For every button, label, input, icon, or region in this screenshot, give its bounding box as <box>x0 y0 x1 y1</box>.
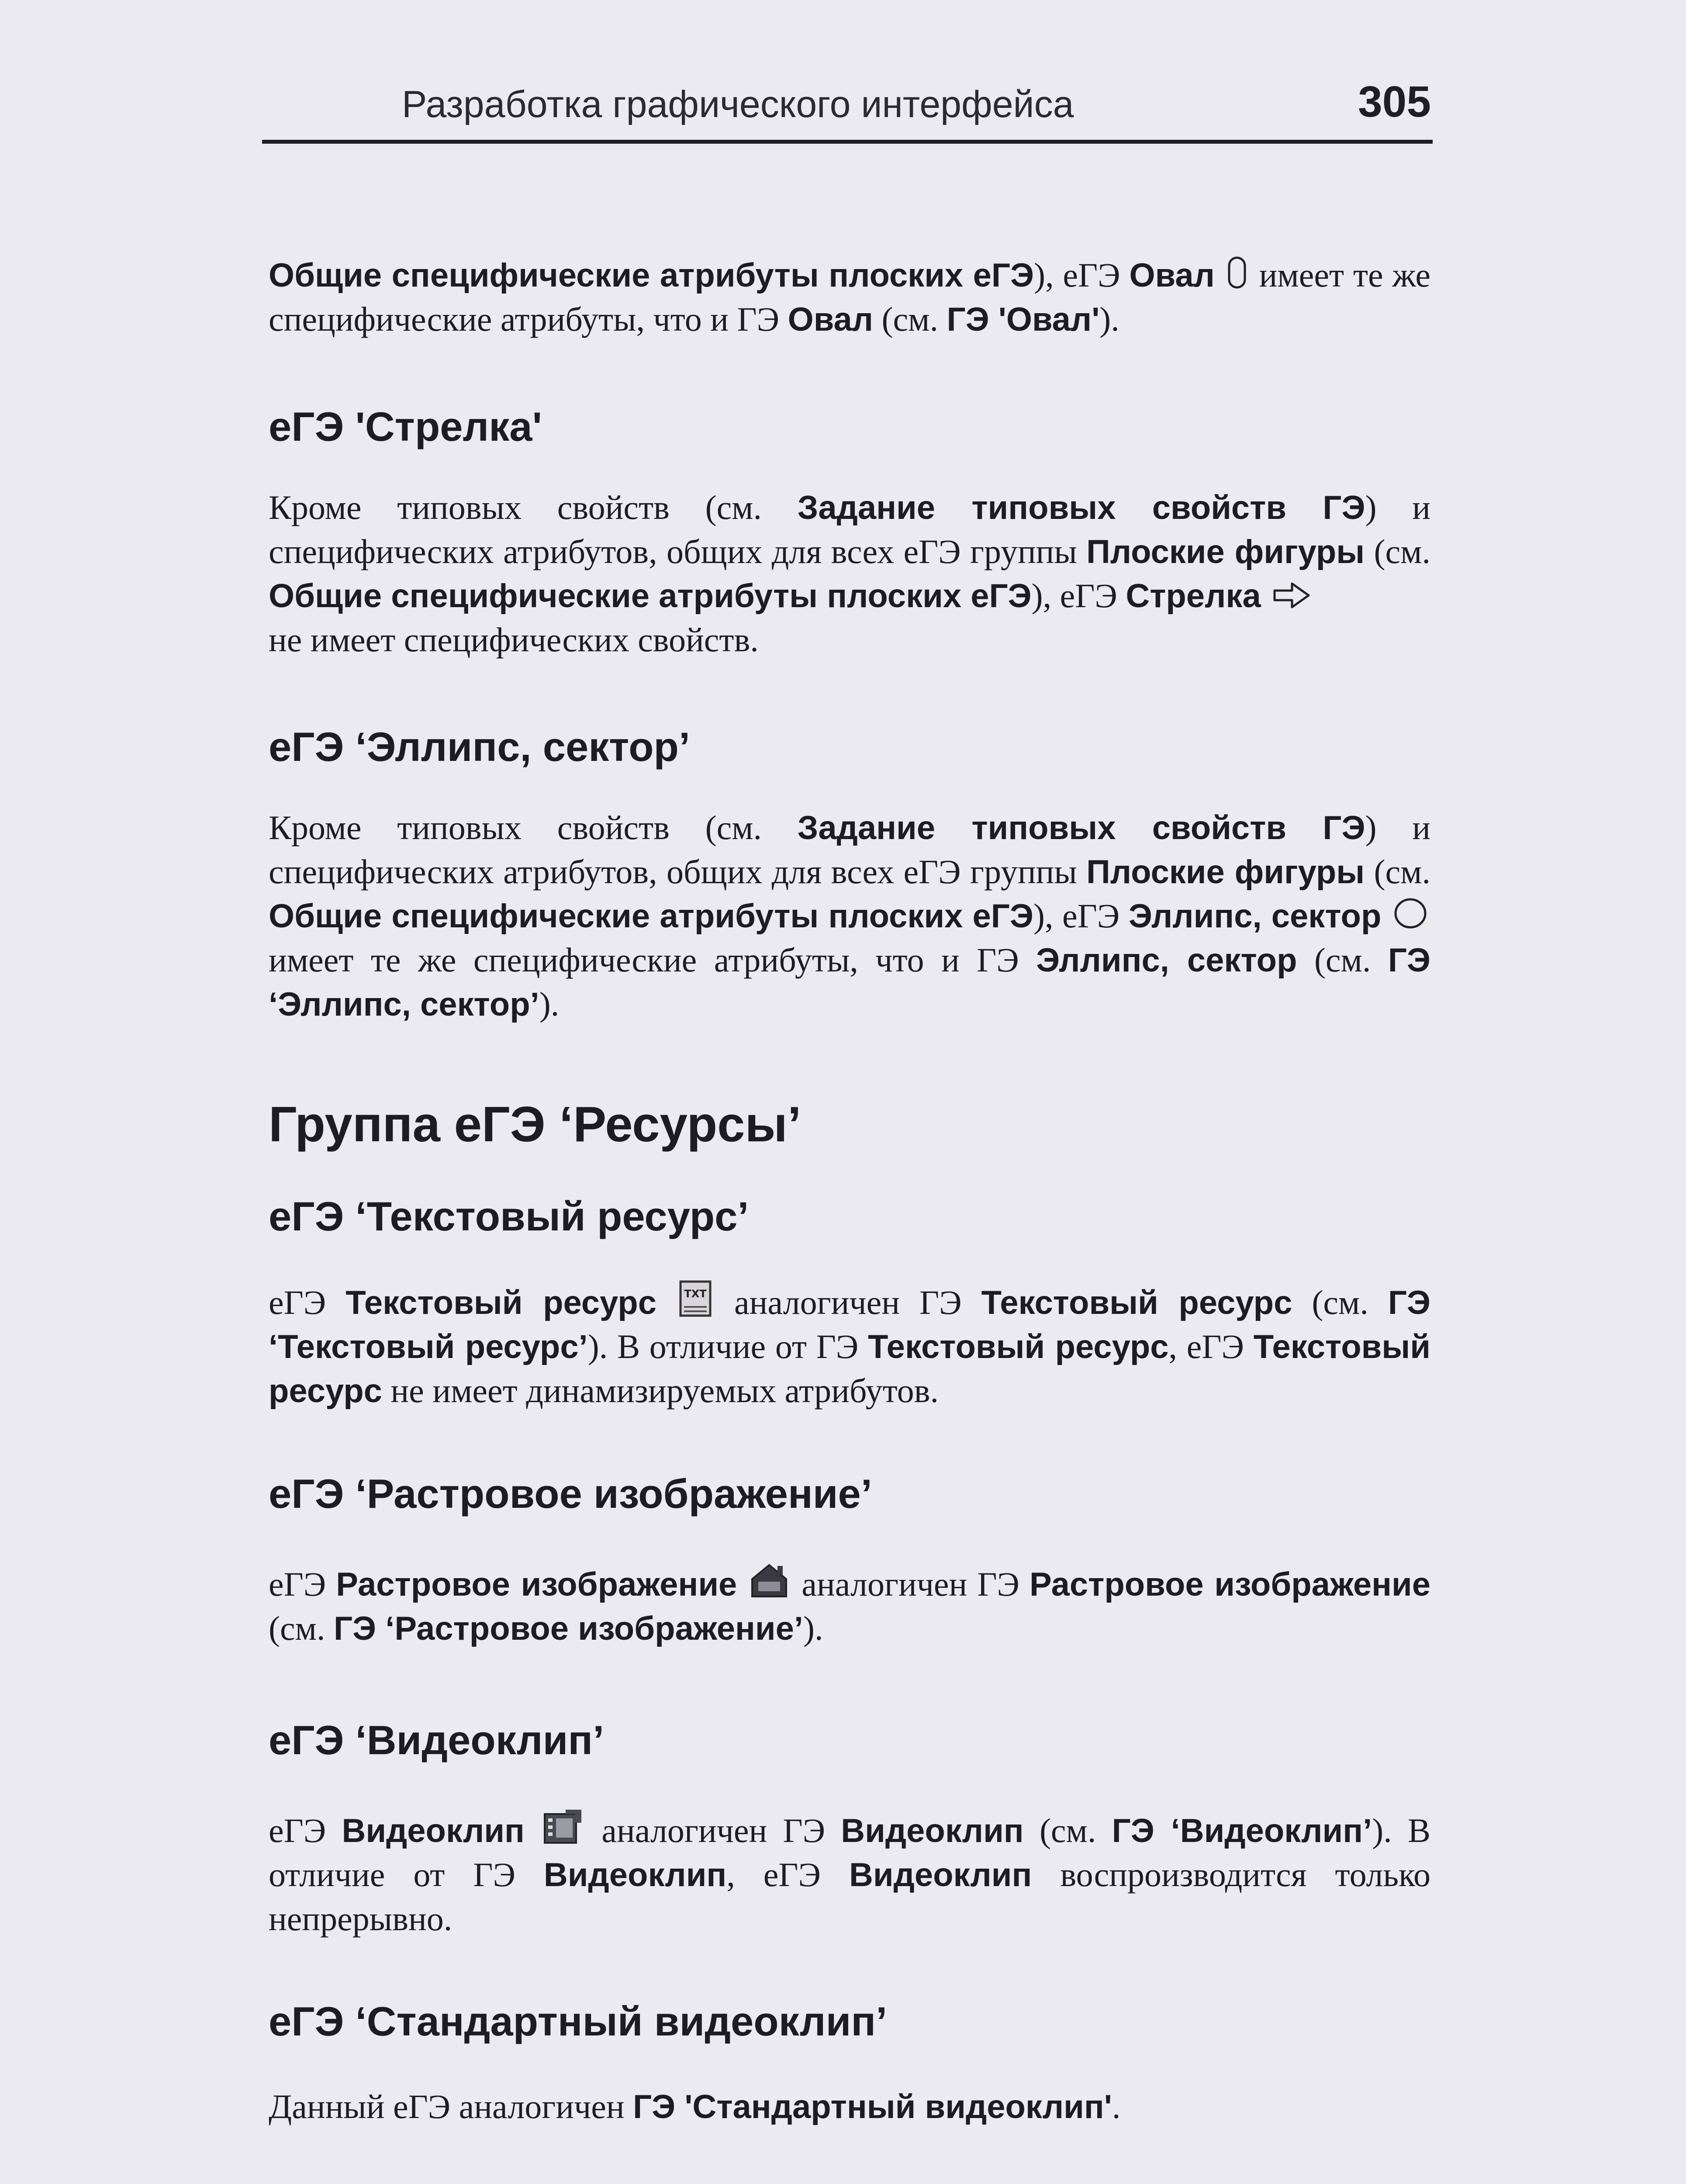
text-run: ) и специфических атрибутов, общих для всех еГЭ группы <box>269 488 1430 570</box>
text-run: (см. <box>1297 941 1388 979</box>
section-heading-raster: еГЭ ‘Растровое изображение’ <box>269 1471 872 1517</box>
section-heading-ellipse: еГЭ ‘Эллипс, сектор’ <box>269 724 691 770</box>
text-run: воспроизводится только непрерывно. <box>269 1856 1430 1938</box>
arrow-paragraph <box>269 486 1430 662</box>
text-run: ), еГЭ <box>1034 256 1130 294</box>
text-run: имеет те же специфические атрибуты, что и ГЭ <box>269 941 1036 979</box>
text-run: ), еГЭ <box>1033 897 1129 935</box>
text-run: (см. <box>1292 1283 1388 1321</box>
text-run: ), еГЭ <box>1031 577 1126 615</box>
text-run: ) и специфических атрибутов, общих для всех еГЭ группы <box>269 809 1430 891</box>
page-content <box>269 253 1430 2129</box>
ellipse-icon <box>1393 896 1428 931</box>
standard-video-paragraph <box>269 2085 1430 2129</box>
bold-term: Овал <box>1129 257 1215 294</box>
text-run: Данный еГЭ аналогичен <box>269 2087 633 2125</box>
raster-paragraph <box>269 1562 1430 1651</box>
text-run: ). В отличие от ГЭ <box>587 1327 868 1365</box>
section-heading-video: еГЭ ‘Видеоклип’ <box>269 1717 605 1763</box>
section-heading-text-resource: еГЭ ‘Текстовый ресурс’ <box>269 1193 749 1239</box>
video-clip-icon <box>543 1808 583 1845</box>
bold-term: Видеоклип <box>849 1856 1032 1894</box>
bold-ref: Задание типовых свойств ГЭ <box>797 489 1365 526</box>
running-title: Разработка графического интерфейса <box>402 83 1074 125</box>
oval-icon <box>1226 255 1247 290</box>
bold-ref: Общие специфические атрибуты плоских еГЭ <box>269 577 1032 615</box>
bold-term: Растровое изображение <box>1029 1566 1430 1603</box>
text-run: еГЭ <box>269 1283 346 1321</box>
icon-label: TXT <box>684 1288 707 1300</box>
bold-ref: ГЭ 'Стандартный видеоклип' <box>633 2088 1112 2125</box>
text-run: (см. <box>1365 853 1430 891</box>
text-run: еГЭ <box>269 1811 342 1849</box>
bold-ref: ГЭ ‘Текстовый ресурс’ <box>269 1284 1430 1365</box>
bold-ref: Общие специфические атрибуты плоских еГЭ <box>269 898 1033 935</box>
text-run: Кроме типовых свойств (см. <box>269 488 798 526</box>
bold-ref: ГЭ 'Овал' <box>947 301 1100 338</box>
bold-ref: Общие специфические атрибуты плоских еГЭ <box>269 257 1034 294</box>
text-run: , еГЭ <box>726 1856 849 1894</box>
text-resource-paragraph <box>269 1280 1430 1413</box>
bold-term: Растровое изображение <box>336 1566 737 1603</box>
text-run: (см. <box>873 300 947 338</box>
text-run: , еГЭ <box>1168 1327 1254 1365</box>
bold-term: Овал <box>788 301 874 338</box>
bold-term: Стрелка <box>1126 577 1261 615</box>
bold-term: Текстовый ресурс <box>868 1328 1169 1365</box>
video-paragraph <box>269 1808 1430 1941</box>
text-run: ). <box>803 1609 823 1647</box>
bold-term: Видеоклип <box>342 1812 525 1849</box>
section-heading-arrow: еГЭ 'Стрелка' <box>269 404 542 449</box>
text-run: ). <box>539 985 560 1023</box>
oval-paragraph <box>269 253 1430 342</box>
text-run: еГЭ <box>269 1565 336 1603</box>
page-number: 305 <box>1358 77 1431 126</box>
text-run: не имеет динамизируемых атрибутов. <box>382 1372 939 1410</box>
bold-term: Плоские фигуры <box>1086 533 1365 570</box>
text-run: (см. <box>1365 532 1430 570</box>
section-heading-standard-video: еГЭ ‘Стандартный видеоклип’ <box>269 1998 888 2044</box>
ellipse-paragraph <box>269 806 1430 1026</box>
bold-term: Эллипс, сектор <box>1128 898 1382 935</box>
bold-ref: ГЭ ‘Растровое изображение’ <box>333 1610 803 1647</box>
text-run: ). В отличие от ГЭ <box>269 1811 1431 1894</box>
page-header <box>262 74 1433 144</box>
text-run: аналогичен ГЭ <box>802 1565 1030 1603</box>
bold-term: Текстовый ресурс <box>981 1284 1292 1321</box>
text-run: Кроме типовых свойств (см. <box>269 809 798 847</box>
bold-term: Эллипс, сектор <box>1036 942 1297 979</box>
bold-ref: ГЭ ‘Видеоклип’ <box>1112 1812 1372 1849</box>
bold-ref: Задание типовых свойств ГЭ <box>797 809 1365 847</box>
bold-term: Плоские фигуры <box>1086 854 1365 891</box>
bold-ref: ГЭ ‘Эллипс, сектор’ <box>269 942 1430 1023</box>
arrow-icon <box>1272 580 1311 611</box>
bold-term: Текстовый ресурс <box>269 1328 1430 1410</box>
text-run: аналогичен ГЭ <box>601 1811 841 1849</box>
bold-term: Видеоклип <box>543 1856 727 1894</box>
text-run: аналогичен ГЭ <box>734 1283 981 1321</box>
text-run: имеет те же специфические атрибуты, что и ГЭ <box>269 256 1431 338</box>
group-heading: Группа еГЭ ‘Ресурсы’ <box>269 1097 802 1152</box>
raster-image-icon <box>750 1562 789 1599</box>
text-resource-icon <box>679 1280 712 1317</box>
text-run: . <box>1112 2087 1121 2125</box>
text-run: (см. <box>269 1609 334 1647</box>
text-run: ). <box>1099 300 1119 338</box>
text-run: (см. <box>1023 1811 1112 1849</box>
text-run: не имеет специфических свойств. <box>269 621 759 659</box>
bold-term: Текстовый ресурс <box>345 1284 656 1321</box>
bold-term: Видеоклип <box>841 1812 1024 1849</box>
